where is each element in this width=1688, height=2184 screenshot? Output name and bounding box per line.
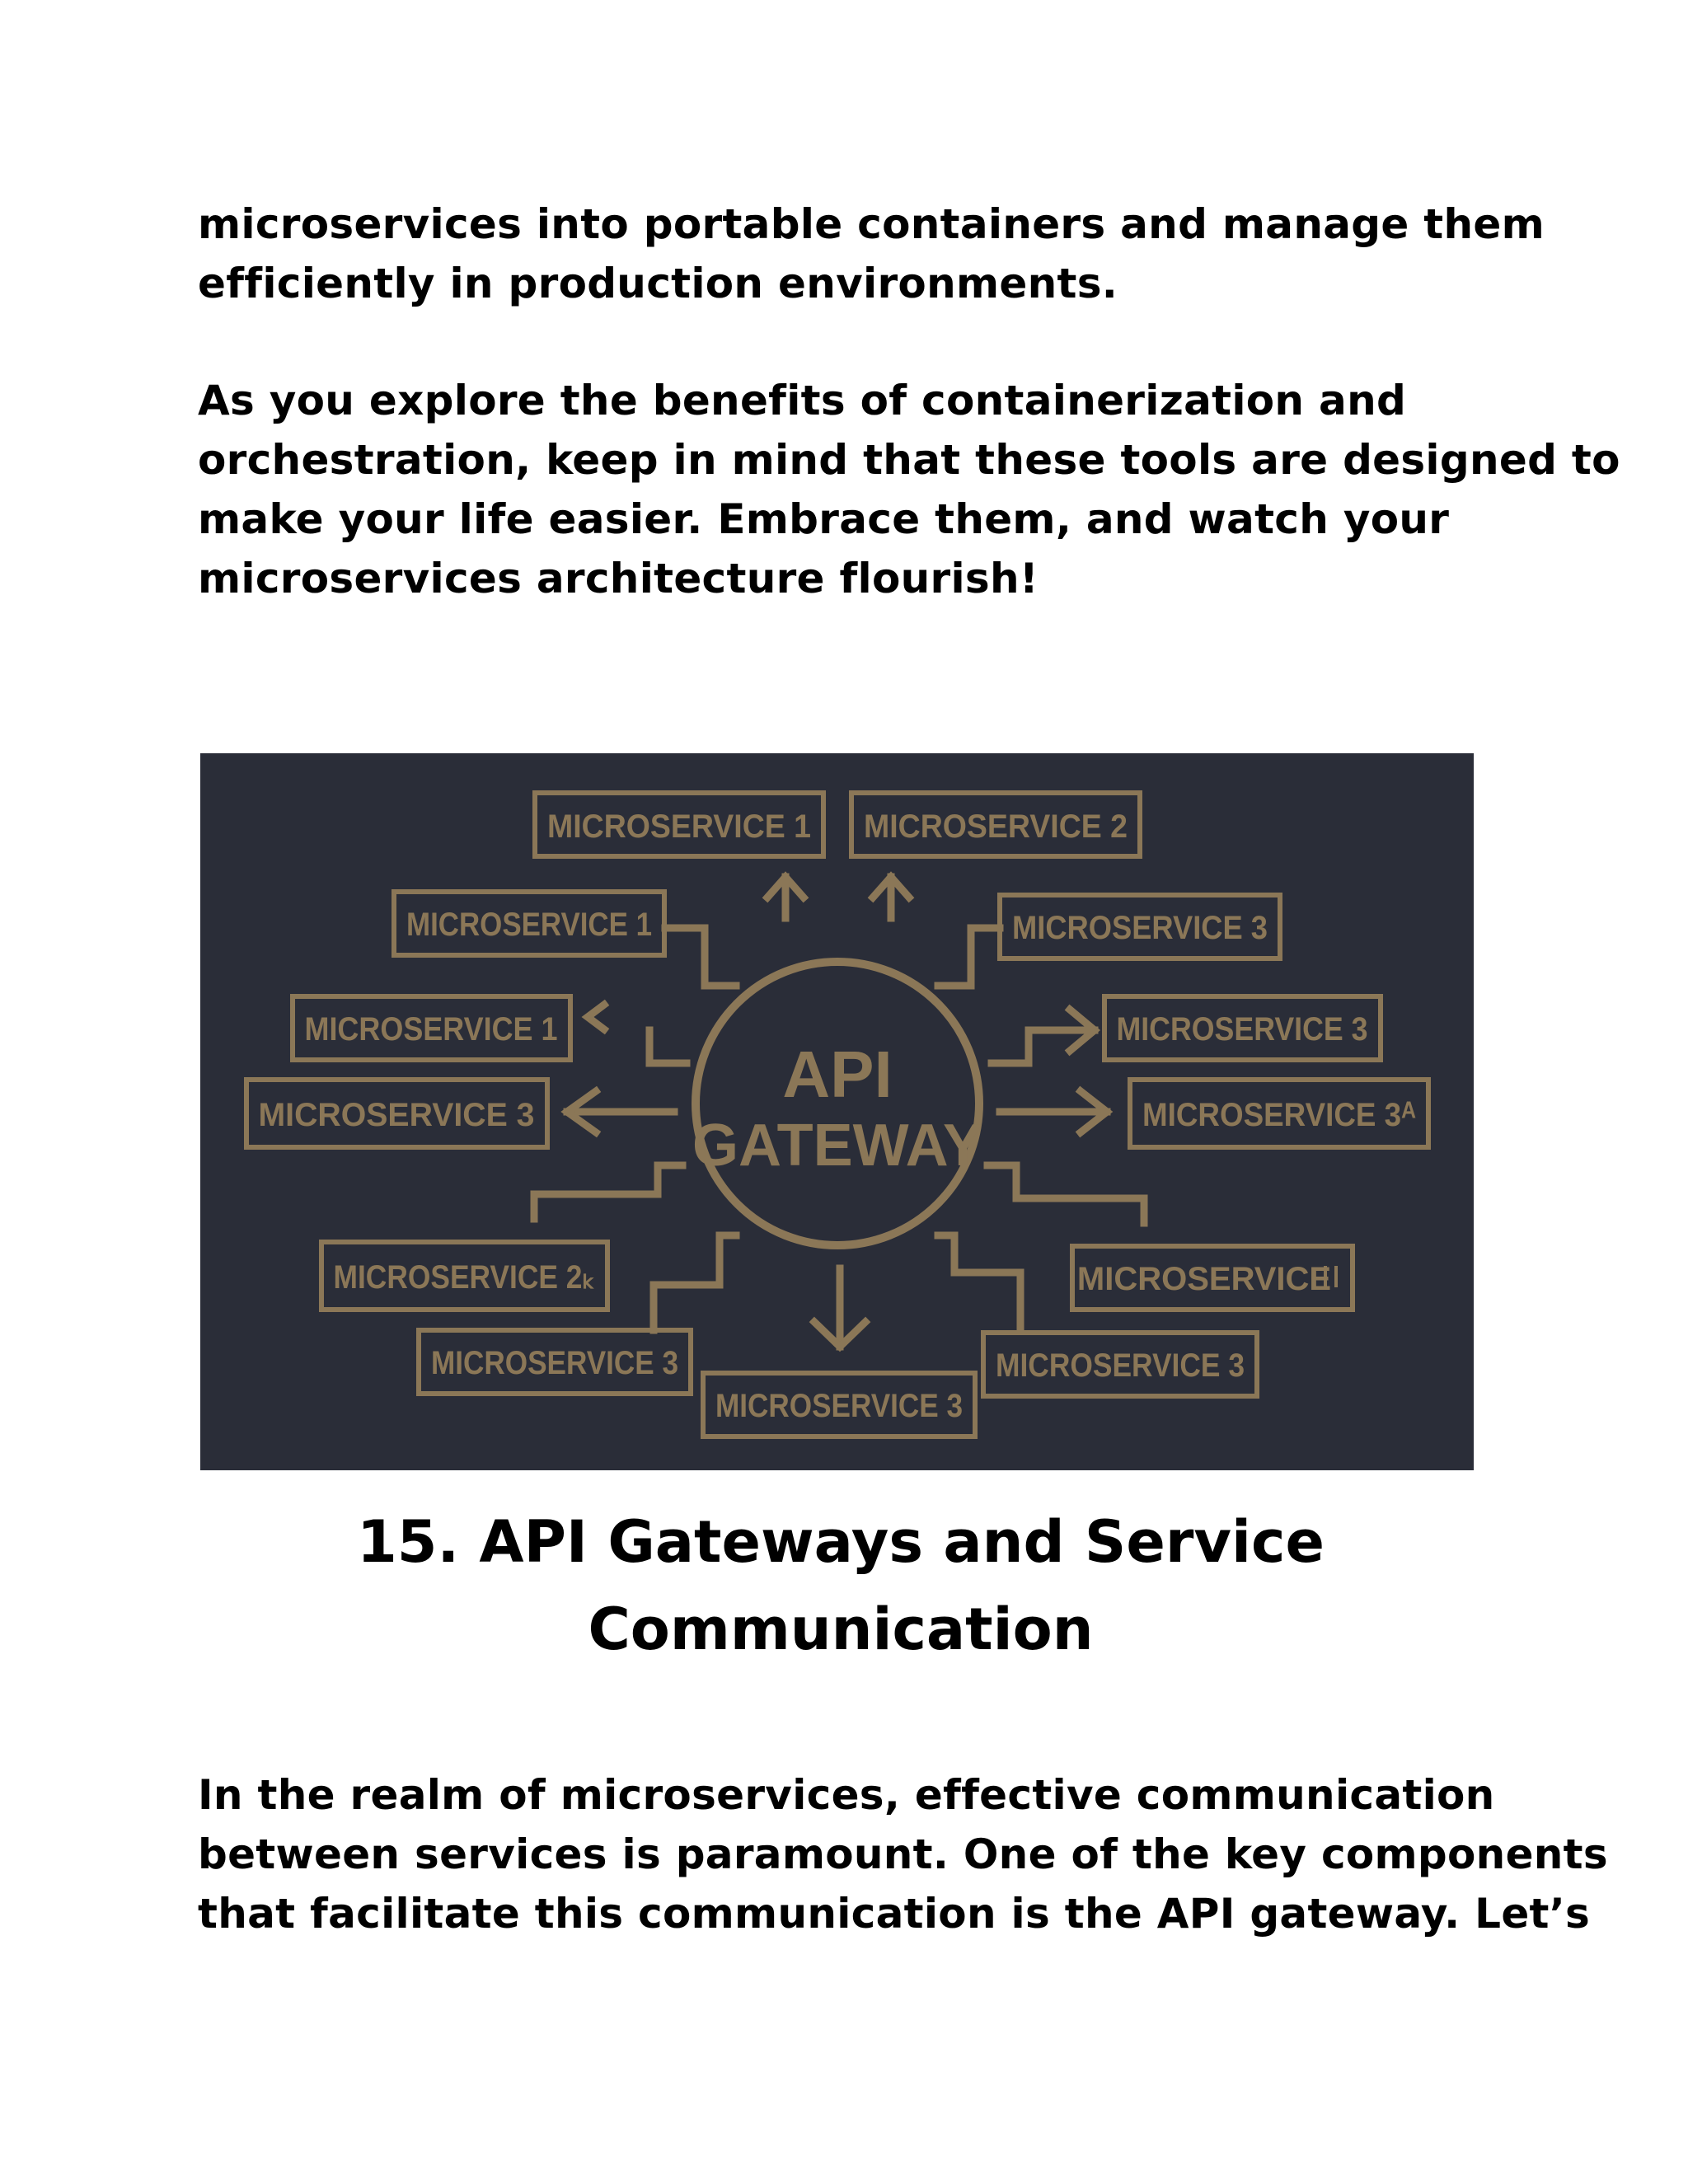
section-heading <box>198 1498 1484 1673</box>
connector-top-left <box>665 928 736 986</box>
gateway-label-line2: GATEWAY <box>692 1113 983 1179</box>
microservice-label: MICROSERVICE 3 <box>258 1097 535 1133</box>
connector-top-right <box>938 928 1000 986</box>
microservice-box <box>983 1333 1257 1396</box>
microservice-box <box>246 1080 547 1147</box>
microservice-label: MICROSERVICE 1 <box>406 907 652 943</box>
connector-lower-left-b <box>654 1235 736 1330</box>
connector-left-upper <box>649 1030 687 1063</box>
microservice-label: MICROSERVICE 3 <box>1012 910 1268 946</box>
heading-line: Communication <box>588 1596 1094 1663</box>
microservice-label: MICROSERVICE 1 <box>547 808 811 845</box>
microservice-box <box>394 892 664 955</box>
microservice-box <box>1130 1080 1428 1147</box>
text-line: microservices into portable containers and manage them <box>198 200 1545 248</box>
paragraph-intro-continuation <box>198 194 1545 313</box>
microservice-label: MICROSERVICE 3 <box>715 1388 963 1424</box>
text-line: In the realm of microservices, effective communication <box>198 1771 1495 1819</box>
microservice-box <box>419 1330 691 1394</box>
text-line: make your life easier. Embrace them, and watch your <box>198 495 1450 543</box>
text-line: orchestration, keep in mind that these tools are designed to <box>198 436 1620 484</box>
microservice-label: MICROSERVICE 3ᴬ <box>1142 1097 1416 1133</box>
text-line: efficiently in production environments. <box>198 260 1118 307</box>
connector-lower-right-a <box>987 1165 1144 1223</box>
text-line: that facilitate this communication is the API gateway. Let’s <box>198 1890 1591 1938</box>
microservice-box <box>851 793 1140 856</box>
microservice-label: MICROSERVICE <box>1076 1261 1332 1297</box>
microservice-box <box>1104 996 1381 1060</box>
microservice-box <box>1072 1246 1353 1310</box>
text-line: As you explore the benefits of containerization and <box>198 377 1407 424</box>
text-line: between services is paramount. One of the key components <box>198 1830 1608 1878</box>
microservice-label: MICROSERVICE 2ₖ <box>333 1259 595 1296</box>
api-gateway-diagram <box>200 753 1474 1470</box>
paragraph-containerization <box>198 371 1620 608</box>
microservice-label: MICROSERVICE 2 <box>864 808 1128 845</box>
paragraph-api-gateway-intro <box>198 1765 1608 1943</box>
api-gateway-node <box>692 962 982 1245</box>
microservice-label: MICROSERVICE 1 <box>304 1011 558 1047</box>
diagram-canvas <box>200 753 1474 1470</box>
microservice-label: MICROSERVICE 3 <box>431 1345 678 1381</box>
text-line: microservices architecture flourish! <box>198 555 1039 602</box>
connector-lower-right-b <box>938 1235 1020 1330</box>
microservice-box <box>535 793 823 856</box>
microservice-box <box>293 996 570 1060</box>
microservice-box <box>321 1242 607 1310</box>
microservice-box <box>703 1373 975 1436</box>
arrow-left-upper-head <box>588 1005 604 1029</box>
gateway-label-line1: API <box>782 1038 893 1111</box>
microservice-label: MICROSERVICE 3 <box>996 1347 1245 1384</box>
connector-lower-left-a <box>534 1165 682 1219</box>
microservice-box <box>1000 895 1280 958</box>
microservice-label: MICROSERVICE 3 <box>1116 1011 1368 1047</box>
heading-line: 15. API Gateways and Service <box>357 1508 1325 1576</box>
